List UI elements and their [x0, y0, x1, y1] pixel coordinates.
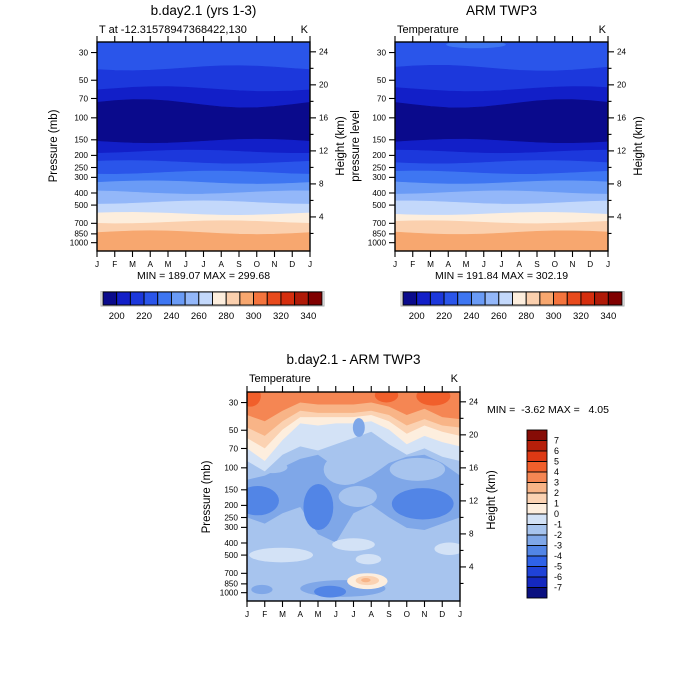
- svg-text:240: 240: [163, 311, 180, 322]
- svg-text:J: J: [244, 610, 250, 619]
- svg-text:A: A: [368, 610, 374, 619]
- svg-text:70: 70: [376, 94, 386, 104]
- svg-text:J: J: [392, 260, 398, 269]
- svg-text:J: J: [351, 610, 356, 619]
- svg-text:700: 700: [74, 219, 88, 229]
- svg-text:-6: -6: [554, 572, 563, 582]
- model-y-axis-label: Pressure (mb): [48, 109, 60, 183]
- svg-text:300: 300: [245, 311, 262, 322]
- svg-text:20: 20: [617, 80, 627, 90]
- svg-text:24: 24: [469, 397, 479, 407]
- svg-text:N: N: [569, 260, 576, 269]
- svg-text:J: J: [499, 260, 504, 269]
- model-min-max: MIN = 189.07 MAX = 299.68: [136, 270, 271, 282]
- svg-text:50: 50: [376, 76, 386, 86]
- svg-text:300: 300: [372, 173, 386, 183]
- diff-colorbar: [525, 428, 587, 610]
- svg-text:D: D: [587, 260, 594, 269]
- svg-text:1000: 1000: [219, 588, 238, 598]
- svg-text:O: O: [403, 610, 410, 619]
- svg-text:400: 400: [372, 188, 386, 198]
- svg-text:S: S: [534, 260, 540, 269]
- svg-text:280: 280: [218, 311, 235, 322]
- svg-text:J: J: [183, 260, 188, 269]
- svg-text:50: 50: [78, 76, 88, 86]
- svg-text:6: 6: [554, 446, 560, 456]
- svg-text:8: 8: [617, 179, 622, 189]
- svg-text:500: 500: [74, 200, 88, 210]
- contour-bands: [395, 41, 608, 258]
- svg-text:200: 200: [372, 151, 386, 161]
- svg-text:50: 50: [228, 426, 238, 436]
- svg-text:260: 260: [490, 311, 507, 322]
- obs-y-axis-label: pressure level: [350, 110, 362, 182]
- colorbar-boxes: [527, 430, 547, 598]
- svg-text:A: A: [218, 260, 224, 269]
- svg-text:M: M: [129, 260, 136, 269]
- svg-text:150: 150: [74, 135, 88, 145]
- svg-text:30: 30: [376, 48, 386, 58]
- svg-text:320: 320: [273, 311, 289, 322]
- svg-text:300: 300: [224, 523, 238, 533]
- svg-text:200: 200: [224, 501, 238, 511]
- svg-text:8: 8: [469, 529, 474, 539]
- diff-panel-title: b.day2.1 - ARM TWP3: [286, 352, 421, 367]
- svg-text:70: 70: [78, 94, 88, 104]
- svg-text:J: J: [201, 260, 206, 269]
- svg-text:260: 260: [190, 311, 207, 322]
- obs-subtitle-left: Temperature: [397, 24, 459, 36]
- svg-text:30: 30: [78, 48, 88, 58]
- svg-text:S: S: [386, 610, 392, 619]
- svg-text:J: J: [94, 260, 100, 269]
- svg-text:24: 24: [319, 47, 329, 57]
- diff-height-axis-label: Height (km): [486, 470, 498, 530]
- svg-text:700: 700: [372, 219, 386, 229]
- svg-text:S: S: [236, 260, 242, 269]
- svg-text:-7: -7: [554, 582, 563, 593]
- svg-text:220: 220: [436, 311, 452, 322]
- svg-text:1000: 1000: [367, 238, 386, 248]
- svg-text:150: 150: [372, 135, 386, 145]
- svg-text:-1: -1: [554, 519, 563, 530]
- diff-contour-plot: [207, 386, 507, 632]
- model-contour-plot: [57, 36, 357, 282]
- svg-text:850: 850: [224, 579, 238, 589]
- diff-min-max: MIN = -3.62 MAX = 4.05: [487, 404, 609, 416]
- svg-text:J: J: [481, 260, 486, 269]
- contour-bands: [97, 42, 310, 257]
- svg-text:220: 220: [136, 311, 152, 322]
- svg-text:J: J: [605, 260, 611, 269]
- svg-text:850: 850: [372, 229, 386, 239]
- svg-text:500: 500: [224, 550, 238, 560]
- svg-text:F: F: [112, 260, 118, 269]
- svg-text:J: J: [457, 610, 463, 619]
- svg-text:-5: -5: [554, 561, 563, 572]
- svg-text:O: O: [551, 260, 558, 269]
- svg-text:M: M: [164, 260, 172, 269]
- svg-text:4: 4: [554, 467, 560, 477]
- svg-text:200: 200: [108, 311, 125, 322]
- svg-text:4: 4: [469, 562, 474, 572]
- obs-units-label: K: [598, 24, 606, 36]
- svg-text:O: O: [253, 260, 260, 269]
- svg-text:F: F: [262, 610, 268, 619]
- svg-text:500: 500: [372, 200, 386, 210]
- svg-text:4: 4: [617, 212, 622, 222]
- colorbar-labels: [554, 436, 562, 593]
- obs-height-axis-label: Height (km): [633, 116, 645, 176]
- svg-text:24: 24: [617, 47, 627, 57]
- svg-text:200: 200: [408, 311, 425, 322]
- contour-bands: [236, 386, 464, 601]
- svg-text:20: 20: [319, 80, 329, 90]
- svg-text:A: A: [147, 260, 153, 269]
- svg-text:N: N: [271, 260, 278, 269]
- obs-colorbar: [400, 291, 626, 323]
- svg-text:A: A: [445, 260, 451, 269]
- model-units-label: K: [300, 24, 308, 36]
- svg-text:8: 8: [319, 179, 324, 189]
- svg-text:5: 5: [554, 456, 560, 467]
- svg-text:250: 250: [224, 513, 238, 523]
- svg-text:J: J: [333, 610, 338, 619]
- svg-text:20: 20: [469, 430, 479, 440]
- svg-text:100: 100: [372, 113, 386, 123]
- svg-text:J: J: [307, 260, 313, 269]
- svg-text:280: 280: [518, 311, 535, 322]
- svg-text:1000: 1000: [69, 238, 88, 248]
- svg-text:12: 12: [469, 496, 479, 506]
- svg-text:850: 850: [74, 229, 88, 239]
- svg-text:A: A: [297, 610, 303, 619]
- model-panel-title: b.day2.1 (yrs 1-3): [150, 3, 257, 18]
- svg-text:7: 7: [554, 435, 560, 446]
- svg-text:150: 150: [224, 485, 238, 495]
- svg-text:12: 12: [617, 146, 627, 156]
- svg-text:340: 340: [300, 311, 317, 322]
- colorbar-labels: [109, 311, 316, 322]
- colorbar-boxes: [403, 292, 622, 305]
- svg-text:16: 16: [617, 113, 627, 123]
- diff-y-axis-label: Pressure (mb): [201, 460, 213, 534]
- svg-text:1: 1: [554, 498, 560, 509]
- svg-text:16: 16: [469, 463, 479, 473]
- svg-text:0: 0: [554, 509, 560, 519]
- model-subtitle-left: T at -12.31578947368422,130: [99, 24, 247, 36]
- svg-text:340: 340: [600, 311, 617, 322]
- diff-units-label: K: [450, 373, 458, 385]
- svg-text:16: 16: [319, 113, 329, 123]
- svg-text:400: 400: [224, 538, 238, 548]
- obs-contour-plot: [355, 36, 655, 282]
- svg-text:200: 200: [74, 151, 88, 161]
- svg-text:D: D: [439, 610, 446, 619]
- svg-text:3: 3: [554, 477, 560, 488]
- svg-text:12: 12: [319, 146, 329, 156]
- svg-text:70: 70: [228, 444, 238, 454]
- svg-text:-3: -3: [554, 540, 563, 551]
- svg-text:300: 300: [545, 311, 562, 322]
- colorbar-boxes: [103, 292, 322, 305]
- svg-text:-2: -2: [554, 530, 563, 540]
- svg-text:A: A: [516, 260, 522, 269]
- svg-text:D: D: [289, 260, 296, 269]
- svg-text:30: 30: [228, 398, 238, 408]
- svg-text:320: 320: [573, 311, 589, 322]
- svg-text:4: 4: [319, 212, 324, 222]
- obs-min-max: MIN = 191.84 MAX = 302.19: [434, 270, 569, 282]
- svg-text:M: M: [427, 260, 434, 269]
- svg-text:-4: -4: [554, 551, 563, 561]
- svg-text:F: F: [410, 260, 416, 269]
- svg-text:M: M: [279, 610, 286, 619]
- model-colorbar: [100, 291, 326, 323]
- svg-text:100: 100: [74, 113, 88, 123]
- colorbar-labels: [409, 311, 616, 322]
- diff-subtitle-left: Temperature: [249, 373, 311, 385]
- svg-text:M: M: [462, 260, 470, 269]
- obs-panel-title: ARM TWP3: [465, 3, 537, 18]
- svg-text:250: 250: [74, 163, 88, 173]
- svg-text:N: N: [421, 610, 428, 619]
- svg-text:300: 300: [74, 173, 88, 183]
- svg-text:100: 100: [224, 463, 238, 473]
- svg-text:400: 400: [74, 188, 88, 198]
- svg-text:700: 700: [224, 569, 238, 579]
- svg-text:250: 250: [372, 163, 386, 173]
- svg-text:2: 2: [554, 488, 560, 498]
- svg-text:M: M: [314, 610, 322, 619]
- model-height-axis-label: Height (km): [335, 116, 347, 176]
- svg-text:240: 240: [463, 311, 480, 322]
